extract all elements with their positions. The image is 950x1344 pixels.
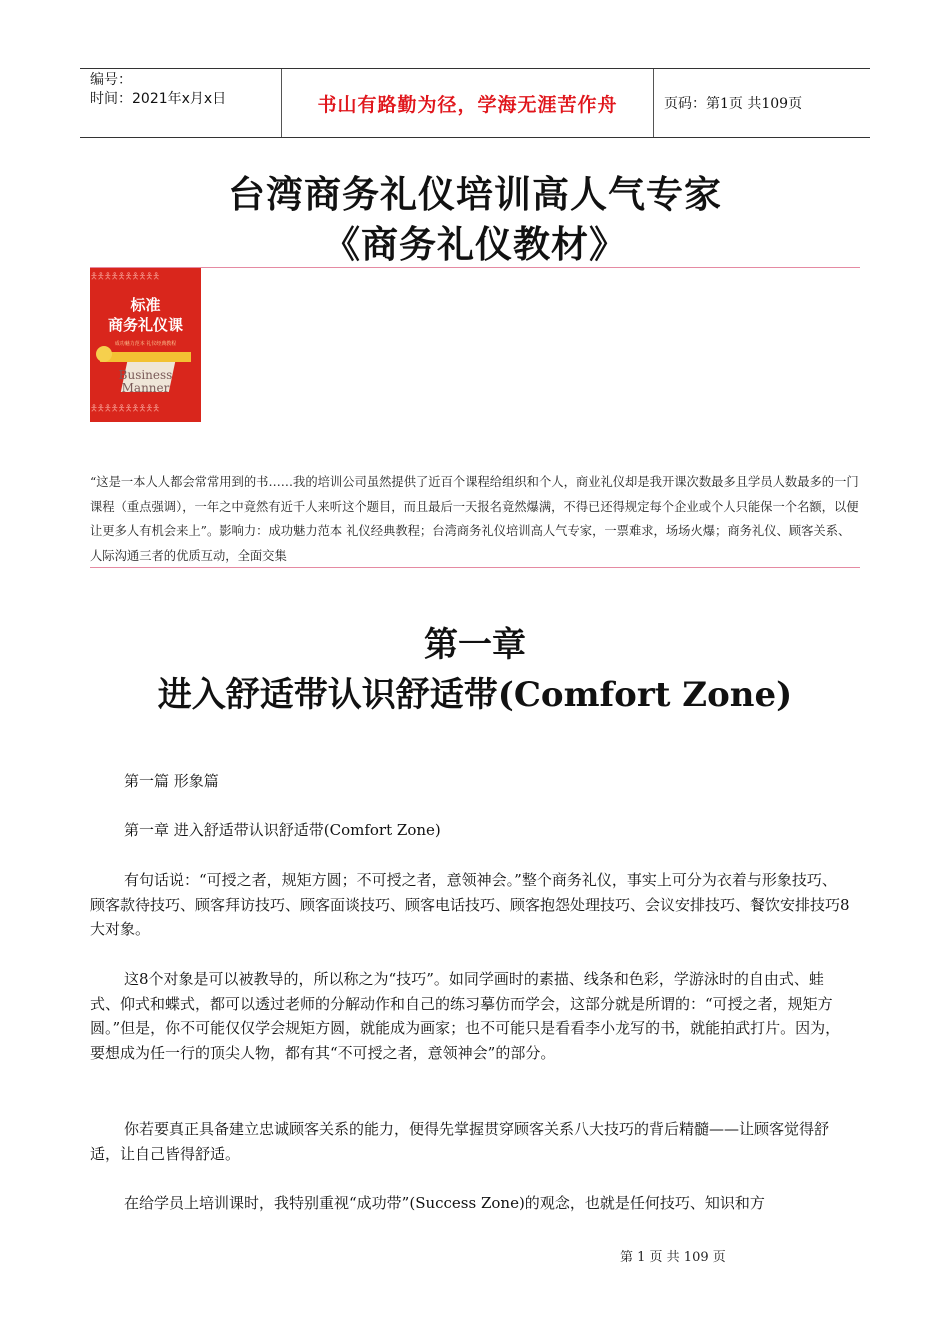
body-chapter-label xyxy=(90,818,850,843)
serial-label: 编号： xyxy=(90,72,132,88)
intro-quote: “这是一本人人都会常常用到的书……我的培训公司虽然提供了近百个课程给组织和个人，商业礼仪却是我开课次数最多且学员人数最多的一门课程（重点强调），一年之中竟然有近千人来听这个题目，而且最后一天报名竟然爆满，不得已还得规定每个企业或个人只能保一个名额，以便让更多人有机会来上”。影响力：成功魅力范本 礼仪经典教程；台湾商务礼仪培训高人气专家，一票难求，场场火爆；商务礼仪、顾客关系、人际沟通三者的优质互动，全面交集 xyxy=(90,475,859,563)
page-footer: 第 1 页 共 109 页 xyxy=(620,1250,726,1265)
body-paragraph-block xyxy=(90,868,850,942)
paragraph-4: 这8个对象是可以被教导的，所以称之为“技巧”。如同学画时的素描、线条和色彩，学游泳时的自由式、蛙式、仰式和蝶式，都可以透过老师的分解动作和自己的练习摹仿而学会，这部分就是所谓的：“可授之者，规矩方圆。”但是，你不可能仅仅学会规矩方圆，就能成为画家；也不可能只是看看李小龙写的书，就能拍武打片。因为，要想成为任一行的顶尖人物，都有其“不可授之者，意领神会”的部分。 xyxy=(90,970,841,1062)
divider-bottom xyxy=(90,567,860,568)
paragraph-2: 第一章 进入舒适带认识舒适带(Comfort Zone) xyxy=(124,821,441,839)
header-table xyxy=(80,68,870,138)
body-section-label xyxy=(90,769,850,794)
cover-figures-pattern: 🯅🯅🯅🯅🯅🯅🯅🯅🯅🯅 xyxy=(90,272,160,282)
body-paragraph-block-2 xyxy=(90,967,850,1065)
header-meta-cell xyxy=(80,69,282,137)
time-label: 时间：2021年x月x日 xyxy=(90,91,227,107)
cover-title-line2: 商务礼仪课 xyxy=(107,316,183,334)
cover-figures-pattern-bottom: 🯅🯅🯅🯅🯅🯅🯅🯅🯅🯅 xyxy=(90,404,160,414)
divider-top xyxy=(90,267,860,268)
paragraph-5: 你若要真正具备建立忠诚顾客关系的能力，便得先掌握贯穿顾客关系八大技巧的背后精髓——让顾客觉得舒适，让自己皆得舒适。 xyxy=(90,1120,830,1163)
cover-english-line1: Business xyxy=(118,368,173,382)
paragraph-6: 在给学员上培训课时，我特别重视“成功带”(Success Zone)的观念，也就是任何技巧、知识和方 xyxy=(124,1194,765,1212)
chapter-heading-line1: 第一章 xyxy=(424,625,526,665)
body-paragraph-block-3 xyxy=(90,1117,850,1166)
book-cover-image xyxy=(90,268,201,422)
cover-subtitle: 成功魅力范本 礼仪经典教程 xyxy=(114,341,177,347)
cover-english-line2: Manner xyxy=(121,381,170,395)
header-motto: 书山有路勤为径，学海无涯苦作舟 xyxy=(282,69,654,137)
paragraph-1: 第一篇 形象篇 xyxy=(124,772,219,790)
cover-title-line1: 标准 xyxy=(130,296,161,314)
header-page-info: 页码：第1页 共109页 xyxy=(664,96,803,112)
document-title-line2: 《商务礼仪教材》 xyxy=(323,222,627,266)
chapter-heading-line2: 进入舒适带认识舒适带(Comfort Zone) xyxy=(157,675,793,715)
document-title-line1: 台湾商务礼仪培训高人气专家 xyxy=(228,172,722,216)
body-paragraph-block-4 xyxy=(90,1191,850,1216)
paragraph-3: 有句话说：“可授之者，规矩方圆；不可授之者，意领神会。”整个商务礼仪，事实上可分为衣着与形象技巧、顾客款待技巧、顾客拜访技巧、顾客面谈技巧、顾客电话技巧、顾客抱怨处理技巧、会议安排技巧、餐饮安排技巧8大对象。 xyxy=(90,871,850,938)
